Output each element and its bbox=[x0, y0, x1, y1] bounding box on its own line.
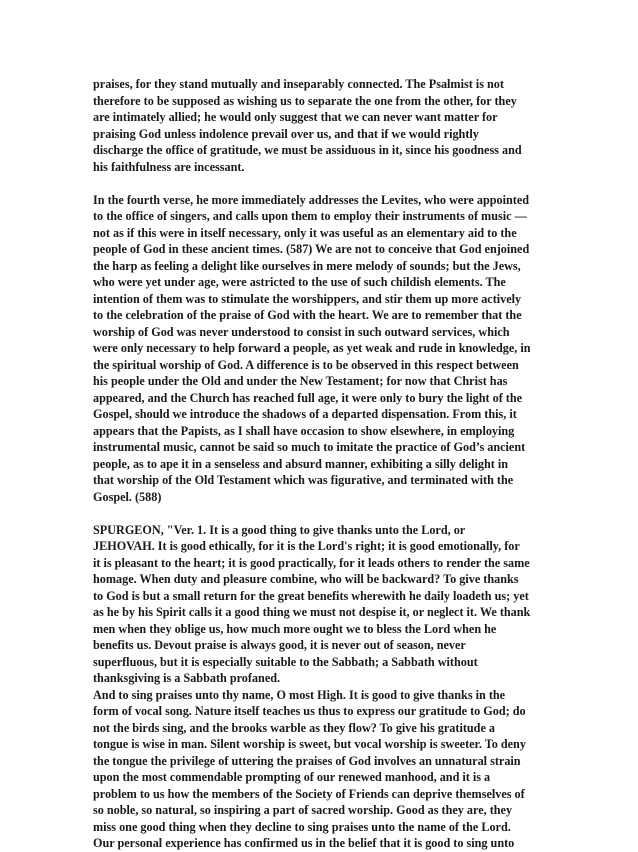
text-line: appeared, and the Church has reached full age, it were only to bury the light of the bbox=[93, 390, 523, 405]
text-line: to the office of singers, and calls upon them to employ their instruments of music — bbox=[93, 209, 527, 223]
text-line: praises, for they stand mutually and inseparably connected. The Psalmist is not bbox=[93, 77, 504, 91]
text-line: praising God unless indolence prevail over us, and that if we would rightly bbox=[93, 126, 479, 141]
text-line: instrumental music, cannot be said so much to imitate the practice of God’s ancient bbox=[93, 440, 526, 454]
text-line: to the celebration of the praise of God with the heart. We are to remember that the bbox=[93, 308, 522, 322]
text-line: it is pleasant to the heart; it is good practically, for it leads others to render the same bbox=[93, 555, 530, 570]
text-line: that worship of the Old Testament which was figurative, and terminated with the bbox=[93, 473, 514, 487]
text-line: discharge the office of gratitude, we must be assiduous in it, since his goodness and bbox=[93, 143, 522, 157]
text-line: worship of God was never understood to consist in such outward services, which bbox=[93, 324, 510, 339]
text-line: In the fourth verse, he more immediately addresses the Levites, who were appointed bbox=[93, 192, 529, 207]
text-line: not as if this were in itself necessary, only it was useful as an elementary aid to the bbox=[93, 225, 517, 240]
paragraph-calvin-praises bbox=[93, 76, 549, 175]
text-line: Our personal experience has confirmed us in the belief that it is good to sing unto bbox=[93, 836, 515, 850]
text-line: superfluous, but it is especially suitable to the Sabbath; a Sabbath without bbox=[93, 654, 478, 669]
text-line: people of God in these ancient times. (587) We are not to conceive that God enjoined bbox=[93, 242, 530, 256]
text-line: appears that the Papists, as I shall have occasion to show elsewhere, in employing bbox=[93, 423, 515, 438]
paragraph-spacer bbox=[93, 175, 549, 192]
text-line: benefits us. Devout praise is always good, it is never out of season, never bbox=[93, 638, 466, 652]
text-line: were only necessary to help forward a people, as yet weak and rude in knowledge, in bbox=[93, 341, 531, 355]
text-line: who were yet under age, were astricted to the use of such childish elements. The bbox=[93, 275, 506, 289]
paragraph-spurgeon bbox=[93, 522, 549, 852]
text-line: his people under the Old and under the New Testament; for now that Christ has bbox=[93, 374, 508, 388]
text-line: form of vocal song. Nature itself teaches us thus to express our gratitude to God; do bbox=[93, 704, 526, 718]
text-line: not the birds sing, and the brooks warble as they flow? To give his gratitude a bbox=[93, 720, 496, 735]
paragraph-calvin-fourth-verse bbox=[93, 192, 549, 506]
text-line: his faithfulness are incessant. bbox=[93, 159, 245, 174]
text-line: people, as to ape it in a senseless and absurd manner, exhibiting a silly delight in bbox=[93, 456, 509, 471]
paragraph-spacer bbox=[93, 505, 549, 522]
text-line: the harp as feeling a delight like ourselves in mere melody of sounds; but the Jews, bbox=[93, 258, 521, 273]
text-line: intention of them was to stimulate the worshippers, and stir them up more actively bbox=[93, 291, 522, 306]
text-line: as he by his Spirit calls it a good thing we must not despise it, or neglect it. We thank bbox=[93, 605, 531, 619]
text-line: the spiritual worship of God. A difference is to be observed in this respect between bbox=[93, 357, 519, 372]
text-line: miss one good thing when they decline to sing praises unto the name of the Lord. bbox=[93, 819, 511, 834]
text-line: thanksgiving is a Sabbath profaned. bbox=[93, 671, 281, 685]
text-line: homage. When duty and pleasure combine, who will be backward? To give thanks bbox=[93, 572, 519, 586]
text-line: problem to us how the members of the Society of Friends can deprive themselves of bbox=[93, 786, 525, 801]
text-line: JEHOVAH. It is good ethically, for it is the Lord's right; it is good emotionally, for bbox=[93, 539, 520, 553]
document-page bbox=[93, 76, 549, 852]
text-line: And to sing praises unto thy name, O most High. It is good to give thanks in the bbox=[93, 687, 506, 702]
text-line: men when they oblige us, how much more ought we to bless the Lord when he bbox=[93, 621, 497, 636]
text-line: Gospel, should we introduce the shadows of a departed dispensation. From this, it bbox=[93, 407, 517, 421]
text-line: to God is but a small return for the great benefits wherewith he daily loadeth us; yet bbox=[93, 588, 529, 603]
text-line: the tongue the privilege of uttering the praises of God involves an unnatural strain bbox=[93, 753, 521, 768]
text-line: are intimately allied; he would only suggest that we can never want matter for bbox=[93, 110, 498, 124]
text-line: tongue is wise in man. Silent worship is sweet, but vocal worship is sweeter. To deny bbox=[93, 737, 526, 751]
text-line: upon the most commendable prompting of our renewed manhood, and it is a bbox=[93, 770, 491, 784]
text-line: so noble, so natural, so inspiring a part of sacred worship. Good as they are, they bbox=[93, 803, 513, 817]
text-line: therefore to be supposed as wishing us to separate the one from the other, for they bbox=[93, 93, 517, 108]
text-line: SPURGEON, "Ver. 1. It is a good thing to give thanks unto the Lord, or bbox=[93, 522, 466, 537]
text-line: Gospel. (588) bbox=[93, 489, 162, 504]
